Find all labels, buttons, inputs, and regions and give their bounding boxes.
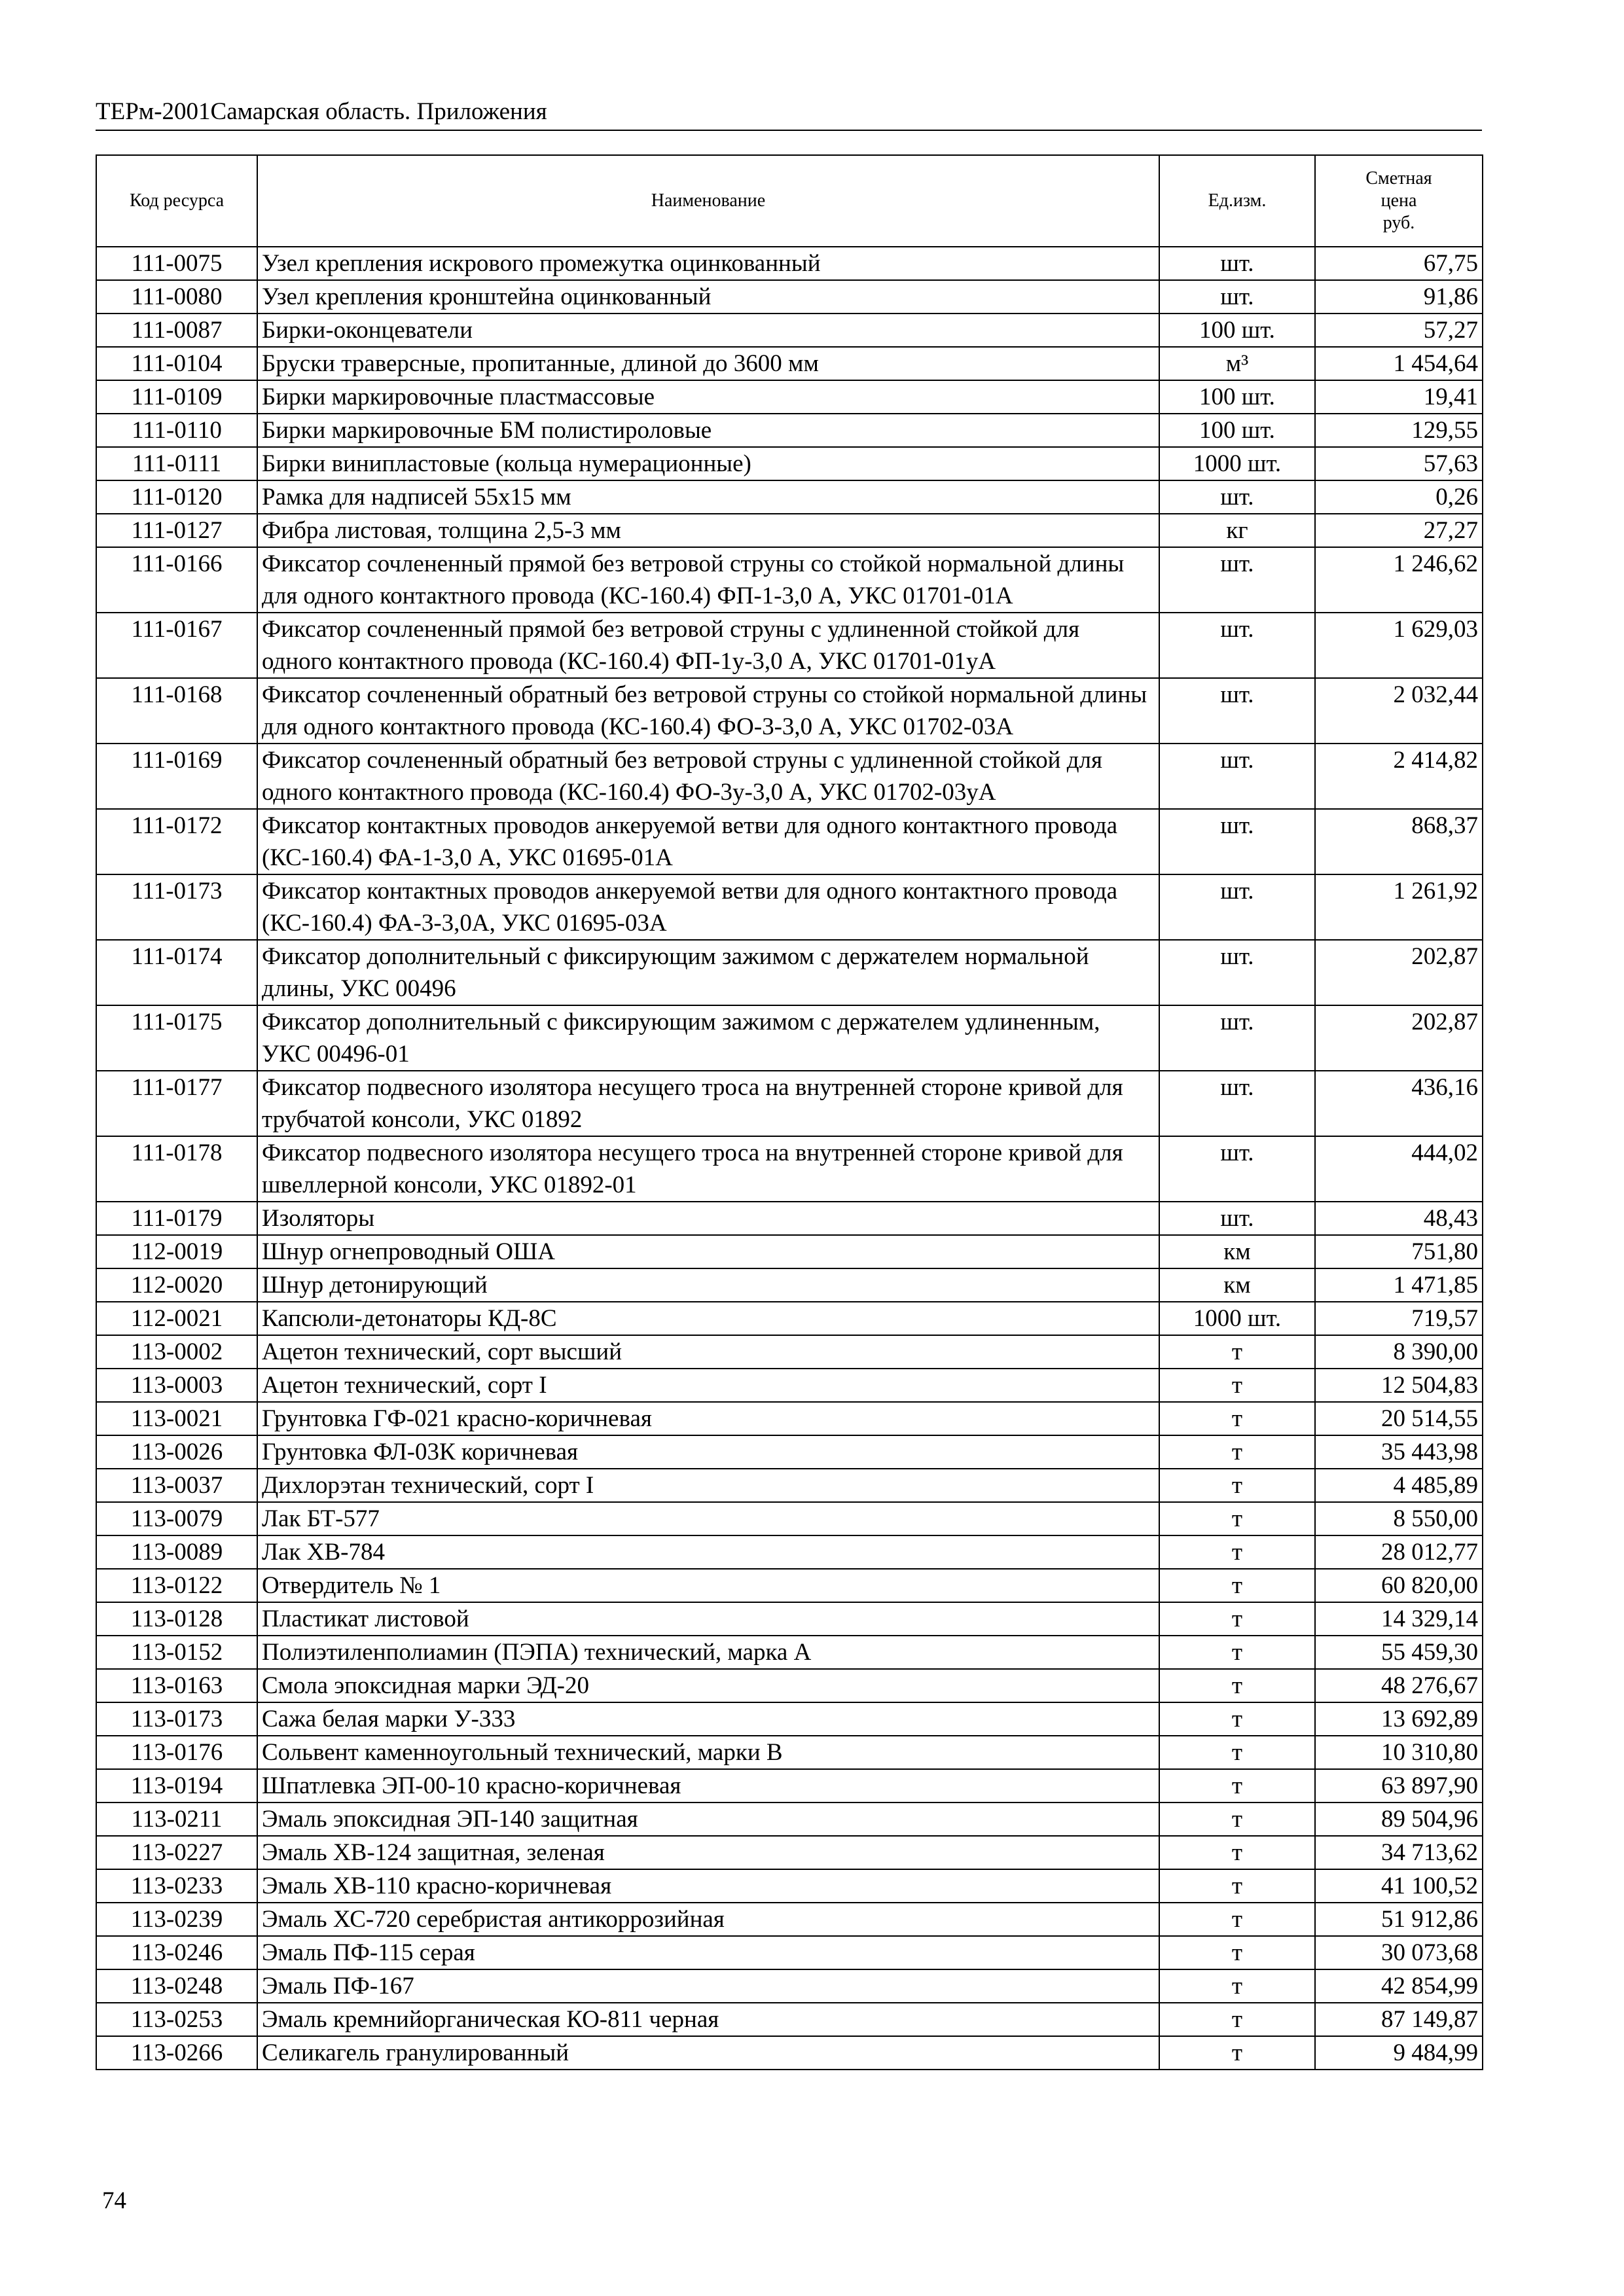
table-row <box>96 314 1483 347</box>
price-cell: 55 459,30 <box>1315 1636 1483 1669</box>
resource-code-cell: 111-0110 <box>96 414 257 447</box>
resource-code-cell: 111-0178 <box>96 1136 257 1202</box>
price-cell: 20 514,55 <box>1315 1402 1483 1435</box>
resource-code-cell: 113-0089 <box>96 1535 257 1569</box>
unit-cell: т <box>1159 1836 1315 1869</box>
price-cell: 42 854,99 <box>1315 1969 1483 2003</box>
col-header-code: Код ресурса <box>96 155 257 247</box>
table-row <box>96 1435 1483 1469</box>
resource-code-cell: 113-0173 <box>96 1702 257 1736</box>
unit-cell: км <box>1159 1268 1315 1302</box>
resource-name-cell: Ацетон технический, сорт высший <box>257 1335 1159 1369</box>
resource-code-cell: 111-0104 <box>96 347 257 380</box>
unit-cell: шт. <box>1159 247 1315 280</box>
table-row <box>96 1869 1483 1903</box>
unit-cell: шт. <box>1159 280 1315 314</box>
table-row <box>96 1302 1483 1335</box>
resource-name-cell: Эмаль ПФ-167 <box>257 1969 1159 2003</box>
unit-cell: шт. <box>1159 1136 1315 1202</box>
price-cell: 48,43 <box>1315 1202 1483 1235</box>
resource-code-cell: 113-0253 <box>96 2003 257 2036</box>
resource-code-cell: 113-0003 <box>96 1369 257 1402</box>
table-row <box>96 1602 1483 1636</box>
price-cell: 67,75 <box>1315 247 1483 280</box>
price-cell: 751,80 <box>1315 1235 1483 1268</box>
unit-cell: шт. <box>1159 1071 1315 1136</box>
table-row <box>96 1636 1483 1669</box>
resource-code-cell: 113-0079 <box>96 1502 257 1535</box>
price-cell: 57,27 <box>1315 314 1483 347</box>
unit-cell: 1000 шт. <box>1159 1302 1315 1335</box>
price-cell: 14 329,14 <box>1315 1602 1483 1636</box>
resource-name-cell: Бирки-оконцеватели <box>257 314 1159 347</box>
unit-cell: т <box>1159 1769 1315 1803</box>
col-header-price: Сметная цена руб. <box>1315 155 1483 247</box>
table-row <box>96 247 1483 280</box>
table-row <box>96 1268 1483 1302</box>
resource-code-cell: 111-0166 <box>96 547 257 613</box>
table-row <box>96 1202 1483 1235</box>
price-cell: 91,86 <box>1315 280 1483 314</box>
resource-name-cell: Бирки маркировочные пластмассовые <box>257 380 1159 414</box>
resource-name-cell: Фиксатор подвесного изолятора несущего троса на внутренней стороне кривой для швеллерной консоли, УКС 01892-01 <box>257 1136 1159 1202</box>
resource-name-cell: Эмаль ПФ-115 серая <box>257 1936 1159 1969</box>
table-row <box>96 480 1483 514</box>
price-cell: 57,63 <box>1315 447 1483 480</box>
resource-name-cell: Эмаль ХС-720 серебристая антикоррозийная <box>257 1903 1159 1936</box>
resource-name-cell: Полиэтиленполиамин (ПЭПА) технический, марка А <box>257 1636 1159 1669</box>
table-row <box>96 1402 1483 1435</box>
unit-cell: т <box>1159 1335 1315 1369</box>
unit-cell: т <box>1159 1435 1315 1469</box>
resource-code-cell: 113-0163 <box>96 1669 257 1702</box>
resource-code-cell: 113-0227 <box>96 1836 257 1869</box>
table-row <box>96 1569 1483 1602</box>
resource-code-cell: 111-0174 <box>96 940 257 1005</box>
col-header-unit: Ед.изм. <box>1159 155 1315 247</box>
table-row <box>96 1005 1483 1071</box>
price-cell: 1 261,92 <box>1315 874 1483 940</box>
unit-cell: т <box>1159 2003 1315 2036</box>
resource-name-cell: Узел крепления кронштейна оцинкованный <box>257 280 1159 314</box>
table-row <box>96 1535 1483 1569</box>
resource-name-cell: Сольвент каменноугольный технический, марки В <box>257 1736 1159 1769</box>
resource-code-cell: 113-0122 <box>96 1569 257 1602</box>
unit-cell: т <box>1159 1402 1315 1435</box>
unit-cell: т <box>1159 1535 1315 1569</box>
resource-name-cell: Лак БТ-577 <box>257 1502 1159 1535</box>
unit-cell: 100 шт. <box>1159 314 1315 347</box>
price-cell: 27,27 <box>1315 514 1483 547</box>
resource-code-cell: 113-0239 <box>96 1903 257 1936</box>
resource-name-cell: Фиксатор сочлененный прямой без ветровой струны с удлиненной стойкой для одного контактного провода (КС-160.4) ФП-1у-3,0 А, УКС 01701-01уА <box>257 613 1159 678</box>
table-row <box>96 1235 1483 1268</box>
price-cell: 10 310,80 <box>1315 1736 1483 1769</box>
unit-cell: шт. <box>1159 678 1315 744</box>
resource-code-cell: 111-0127 <box>96 514 257 547</box>
unit-cell: т <box>1159 1969 1315 2003</box>
resource-name-cell: Фибра листовая, толщина 2,5-3 мм <box>257 514 1159 547</box>
resource-name-cell: Эмаль эпоксидная ЭП-140 защитная <box>257 1803 1159 1836</box>
resource-name-cell: Фиксатор дополнительный с фиксирующим зажимом с держателем удлиненным, УКС 00496-01 <box>257 1005 1159 1071</box>
resource-name-cell: Фиксатор контактных проводов анкеруемой ветви для одного контактного провода (КС-160.4) ФА-1-3,0 А, УКС 01695-01А <box>257 809 1159 874</box>
resource-name-cell: Шнур детонирующий <box>257 1268 1159 1302</box>
table-row <box>96 1903 1483 1936</box>
price-cell: 4 485,89 <box>1315 1469 1483 1502</box>
price-cell: 9 484,99 <box>1315 2036 1483 2070</box>
price-cell: 63 897,90 <box>1315 1769 1483 1803</box>
resource-code-cell: 113-0233 <box>96 1869 257 1903</box>
resource-name-cell: Эмаль кремнийорганическая КО-811 черная <box>257 2003 1159 2036</box>
unit-cell: т <box>1159 1936 1315 1969</box>
resource-name-cell: Капсюли-детонаторы КД-8С <box>257 1302 1159 1335</box>
resource-code-cell: 111-0168 <box>96 678 257 744</box>
price-cell: 8 550,00 <box>1315 1502 1483 1535</box>
resource-name-cell: Бруски траверсные, пропитанные, длиной до 3600 мм <box>257 347 1159 380</box>
unit-cell: 100 шт. <box>1159 380 1315 414</box>
resource-code-cell: 111-0167 <box>96 613 257 678</box>
resource-name-cell: Шпатлевка ЭП-00-10 красно-коричневая <box>257 1769 1159 1803</box>
table-row <box>96 1335 1483 1369</box>
price-cell: 444,02 <box>1315 1136 1483 1202</box>
unit-cell: шт. <box>1159 613 1315 678</box>
unit-cell: шт. <box>1159 480 1315 514</box>
resource-code-cell: 113-0021 <box>96 1402 257 1435</box>
resource-name-cell: Шнур огнепроводный ОША <box>257 1235 1159 1268</box>
price-cell: 1 629,03 <box>1315 613 1483 678</box>
table-row <box>96 1769 1483 1803</box>
unit-cell: т <box>1159 1502 1315 1535</box>
table-row <box>96 1502 1483 1535</box>
resource-code-cell: 112-0020 <box>96 1268 257 1302</box>
resource-code-cell: 112-0021 <box>96 1302 257 1335</box>
table-header-row <box>96 155 1483 247</box>
resource-code-cell: 111-0179 <box>96 1202 257 1235</box>
resource-code-cell: 111-0111 <box>96 447 257 480</box>
unit-cell: т <box>1159 1369 1315 1402</box>
resource-name-cell: Эмаль ХВ-124 защитная, зеленая <box>257 1836 1159 1869</box>
table-row <box>96 874 1483 940</box>
price-cell: 19,41 <box>1315 380 1483 414</box>
price-cell: 41 100,52 <box>1315 1869 1483 1903</box>
resource-name-cell: Грунтовка ФЛ-03К коричневая <box>257 1435 1159 1469</box>
resource-name-cell: Селикагель гранулированный <box>257 2036 1159 2070</box>
resource-code-cell: 111-0175 <box>96 1005 257 1071</box>
resource-name-cell: Ацетон технический, сорт I <box>257 1369 1159 1402</box>
price-cell: 202,87 <box>1315 940 1483 1005</box>
price-cell: 1 471,85 <box>1315 1268 1483 1302</box>
unit-cell: т <box>1159 1469 1315 1502</box>
table-row <box>96 2036 1483 2070</box>
resource-name-cell: Фиксатор сочлененный обратный без ветровой струны с удлиненной стойкой для одного контактного провода (КС-160.4) ФО-3у-3,0 А, УКС 01702-03уА <box>257 744 1159 809</box>
unit-cell: т <box>1159 1803 1315 1836</box>
resource-name-cell: Фиксатор сочлененный обратный без ветровой струны со стойкой нормальной длины для одного контактного провода (КС-160.4) ФО-3-3,0 А, УКС 01702-03А <box>257 678 1159 744</box>
resource-code-cell: 111-0172 <box>96 809 257 874</box>
resource-code-cell: 111-0087 <box>96 314 257 347</box>
table-row <box>96 744 1483 809</box>
unit-cell: 1000 шт. <box>1159 447 1315 480</box>
table-row <box>96 809 1483 874</box>
price-cell: 48 276,67 <box>1315 1669 1483 1702</box>
price-cell: 30 073,68 <box>1315 1936 1483 1969</box>
price-cell: 60 820,00 <box>1315 1569 1483 1602</box>
resource-price-table <box>96 154 1483 2070</box>
price-cell: 35 443,98 <box>1315 1435 1483 1469</box>
resource-code-cell: 113-0266 <box>96 2036 257 2070</box>
price-cell: 1 246,62 <box>1315 547 1483 613</box>
table-row <box>96 1936 1483 1969</box>
unit-cell: м³ <box>1159 347 1315 380</box>
resource-name-cell: Отвердитель № 1 <box>257 1569 1159 1602</box>
table-body <box>96 247 1483 2070</box>
table-row <box>96 547 1483 613</box>
resource-code-cell: 113-0152 <box>96 1636 257 1669</box>
col-header-name: Наименование <box>257 155 1159 247</box>
price-cell: 2 414,82 <box>1315 744 1483 809</box>
price-cell: 89 504,96 <box>1315 1803 1483 1836</box>
resource-name-cell: Изоляторы <box>257 1202 1159 1235</box>
price-cell: 202,87 <box>1315 1005 1483 1071</box>
resource-code-cell: 113-0128 <box>96 1602 257 1636</box>
table-row <box>96 1969 1483 2003</box>
resource-name-cell: Фиксатор подвесного изолятора несущего троса на внутренней стороне кривой для трубчатой консоли, УКС 01892 <box>257 1071 1159 1136</box>
resource-code-cell: 111-0080 <box>96 280 257 314</box>
table-row <box>96 1836 1483 1869</box>
price-cell: 1 454,64 <box>1315 347 1483 380</box>
price-cell: 51 912,86 <box>1315 1903 1483 1936</box>
table-row <box>96 1736 1483 1769</box>
price-cell: 436,16 <box>1315 1071 1483 1136</box>
unit-cell: шт. <box>1159 809 1315 874</box>
price-cell: 868,37 <box>1315 809 1483 874</box>
resource-name-cell: Бирки винипластовые (кольца нумерационные) <box>257 447 1159 480</box>
unit-cell: т <box>1159 1736 1315 1769</box>
unit-cell: т <box>1159 1636 1315 1669</box>
resource-name-cell: Пластикат листовой <box>257 1602 1159 1636</box>
table-row <box>96 347 1483 380</box>
unit-cell: т <box>1159 1669 1315 1702</box>
unit-cell: шт. <box>1159 1202 1315 1235</box>
table-row <box>96 514 1483 547</box>
table-row <box>96 1702 1483 1736</box>
resource-name-cell: Рамка для надписей 55x15 мм <box>257 480 1159 514</box>
unit-cell: км <box>1159 1235 1315 1268</box>
resource-name-cell: Сажа белая марки У-333 <box>257 1702 1159 1736</box>
unit-cell: шт. <box>1159 874 1315 940</box>
price-cell: 87 149,87 <box>1315 2003 1483 2036</box>
resource-name-cell: Дихлорэтан технический, сорт I <box>257 1469 1159 1502</box>
resource-code-cell: 113-0211 <box>96 1803 257 1836</box>
table-row <box>96 1469 1483 1502</box>
unit-cell: т <box>1159 1569 1315 1602</box>
unit-cell: шт. <box>1159 547 1315 613</box>
resource-code-cell: 111-0169 <box>96 744 257 809</box>
unit-cell: т <box>1159 1602 1315 1636</box>
table-row <box>96 2003 1483 2036</box>
table-row <box>96 613 1483 678</box>
table-row <box>96 447 1483 480</box>
price-cell: 28 012,77 <box>1315 1535 1483 1569</box>
resource-code-cell: 113-0194 <box>96 1769 257 1803</box>
table-row <box>96 678 1483 744</box>
resource-name-cell: Фиксатор сочлененный прямой без ветровой струны со стойкой нормальной длины для одного контактного провода (КС-160.4) ФП-1-3,0 А, УКС 01701-01А <box>257 547 1159 613</box>
resource-code-cell: 113-0246 <box>96 1936 257 1969</box>
unit-cell: т <box>1159 1869 1315 1903</box>
resource-code-cell: 111-0109 <box>96 380 257 414</box>
price-cell: 129,55 <box>1315 414 1483 447</box>
resource-name-cell: Фиксатор дополнительный с фиксирующим зажимом с держателем нормальной длины, УКС 00496 <box>257 940 1159 1005</box>
table-row <box>96 940 1483 1005</box>
resource-name-cell: Узел крепления искрового промежутка оцинкованный <box>257 247 1159 280</box>
price-cell: 34 713,62 <box>1315 1836 1483 1869</box>
resource-code-cell: 111-0075 <box>96 247 257 280</box>
page-header: ТЕРм-2001Самарская область. Приложения <box>96 97 1482 131</box>
page-number: 74 <box>102 2187 126 2214</box>
table-row <box>96 280 1483 314</box>
table-row <box>96 1136 1483 1202</box>
unit-cell: кг <box>1159 514 1315 547</box>
resource-code-cell: 111-0120 <box>96 480 257 514</box>
resource-code-cell: 113-0176 <box>96 1736 257 1769</box>
price-cell: 719,57 <box>1315 1302 1483 1335</box>
resource-name-cell: Лак ХВ-784 <box>257 1535 1159 1569</box>
table-row <box>96 1669 1483 1702</box>
resource-code-cell: 111-0173 <box>96 874 257 940</box>
price-cell: 13 692,89 <box>1315 1702 1483 1736</box>
resource-code-cell: 113-0026 <box>96 1435 257 1469</box>
table-row <box>96 1369 1483 1402</box>
resource-name-cell: Фиксатор контактных проводов анкеруемой ветви для одного контактного провода (КС-160.4) ФА-3-3,0А, УКС 01695-03А <box>257 874 1159 940</box>
unit-cell: т <box>1159 1903 1315 1936</box>
resource-name-cell: Грунтовка ГФ-021 красно-коричневая <box>257 1402 1159 1435</box>
unit-cell: шт. <box>1159 744 1315 809</box>
table-row <box>96 1071 1483 1136</box>
unit-cell: т <box>1159 1702 1315 1736</box>
price-cell: 0,26 <box>1315 480 1483 514</box>
price-cell: 2 032,44 <box>1315 678 1483 744</box>
price-cell: 8 390,00 <box>1315 1335 1483 1369</box>
resource-name-cell: Бирки маркировочные БМ полистироловые <box>257 414 1159 447</box>
resource-code-cell: 113-0037 <box>96 1469 257 1502</box>
unit-cell: 100 шт. <box>1159 414 1315 447</box>
unit-cell: шт. <box>1159 940 1315 1005</box>
resource-code-cell: 113-0248 <box>96 1969 257 2003</box>
resource-code-cell: 113-0002 <box>96 1335 257 1369</box>
resource-name-cell: Эмаль ХВ-110 красно-коричневая <box>257 1869 1159 1903</box>
table-row <box>96 1803 1483 1836</box>
table-row <box>96 414 1483 447</box>
table-row <box>96 380 1483 414</box>
unit-cell: т <box>1159 2036 1315 2070</box>
unit-cell: шт. <box>1159 1005 1315 1071</box>
resource-code-cell: 112-0019 <box>96 1235 257 1268</box>
resource-code-cell: 111-0177 <box>96 1071 257 1136</box>
resource-name-cell: Смола эпоксидная марки ЭД-20 <box>257 1669 1159 1702</box>
price-cell: 12 504,83 <box>1315 1369 1483 1402</box>
